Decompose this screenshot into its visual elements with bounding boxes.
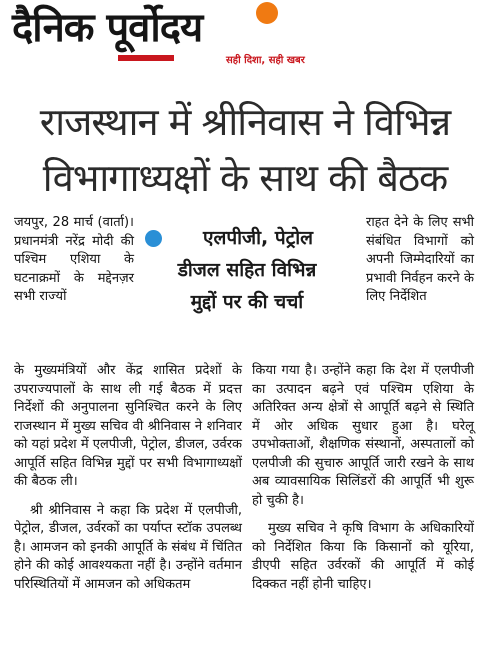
subheadline <box>142 222 352 318</box>
newspaper-logo: दैनिक पूर्वोदय <box>12 5 203 51</box>
article-headline: राजस्थान में श्रीनिवास ने विभिन्न विभागाध्यक्षों के साथ की बैठक <box>39 100 451 200</box>
column-right-top <box>366 214 474 307</box>
logo-red-bar <box>118 55 174 61</box>
subheadline-line-1: एलपीजी, पेट्रोल <box>202 227 314 249</box>
column-right-body <box>252 362 474 594</box>
body-paragraph-2: श्री श्रीनिवास ने कहा कि प्रदेश में एलपीजी, पेट्रोल, डीजल, उर्वरकों का पर्याप्त स्टॉक उपलब्ध है। आमजन को इनकी आपूर्ति के संबंध में चिंतित होने की कोई आवश्यकता नहीं है। उन्होंने वर्तमान परिस्थितियों में आमजन को अधिकतम <box>14 502 242 592</box>
dateline-paragraph: जयपुर, 28 मार्च (वार्ता)। प्रधानमंत्री नरेंद्र मोदी की पश्चिम एशिया के घटनाक्रमों के मद्देनज़र सभी राज्यों <box>14 215 134 304</box>
masthead-tagline: सही दिशा, सही खबर <box>226 55 305 66</box>
body-paragraph-1: के मुख्यमंत्रियों और केंद्र शासित प्रदेशों के उपराज्यपालों के साथ ली गई बैठक में प्रदत्त निर्देशों की अनुपालना सुनिश्चित करने के लिए राजस्थान में मुख्य सचिव वी श्रीनिवास ने शनिवार को यहां प्रदेश में एलपीजी, पेट्रोल, डीजल, उर्वरक आपूर्ति सहित विभिन्न मुद्दों पर सभी विभागाध्यक्षों की बैठक ली। <box>14 363 242 489</box>
masthead <box>0 0 487 72</box>
subheadline-line-2: डीजल सहित विभिन्न <box>177 259 317 281</box>
logo-orange-dot-icon <box>256 2 278 24</box>
subheadline-line-3: मुद्दों पर की चर्चा <box>190 291 304 313</box>
body-paragraph-4: मुख्य सचिव ने कृषि विभाग के अधिकारियों को निर्देशित किया कि किसानों को यूरिया, डीएपी सहित उर्वरकों की आपूर्ति में कोई दिक्कत नहीं होनी चाहिए। <box>252 521 474 592</box>
column-left-top <box>14 214 134 307</box>
subheadline-box <box>142 222 352 334</box>
body-paragraph-3: किया गया है। उन्होंने कहा कि देश में एलपीजी का उत्पादन बढ़ने एवं पश्चिम एशिया के अतिरिक्त अन्य क्षेत्रों से आपूर्ति बढ़ने से स्थिति में ओर अधिक सुधार हुआ है। घरेलू उपभोक्ताओं, शैक्षणिक संस्थानों, अस्पतालों को एलपीजी की सुचारु आपूर्ति जारी रखने के साथ अब व्यावसायिक सिलिंडरों की आपूर्ति भी शुरू हो चुकी है। <box>252 363 474 508</box>
right-top-paragraph: राहत देने के लिए सभी संबंधित विभागों को अपनी जिम्मेदारियों का प्रभावी निर्वहन करने के लिए निर्देशित <box>366 215 474 304</box>
column-left-body <box>14 362 242 594</box>
